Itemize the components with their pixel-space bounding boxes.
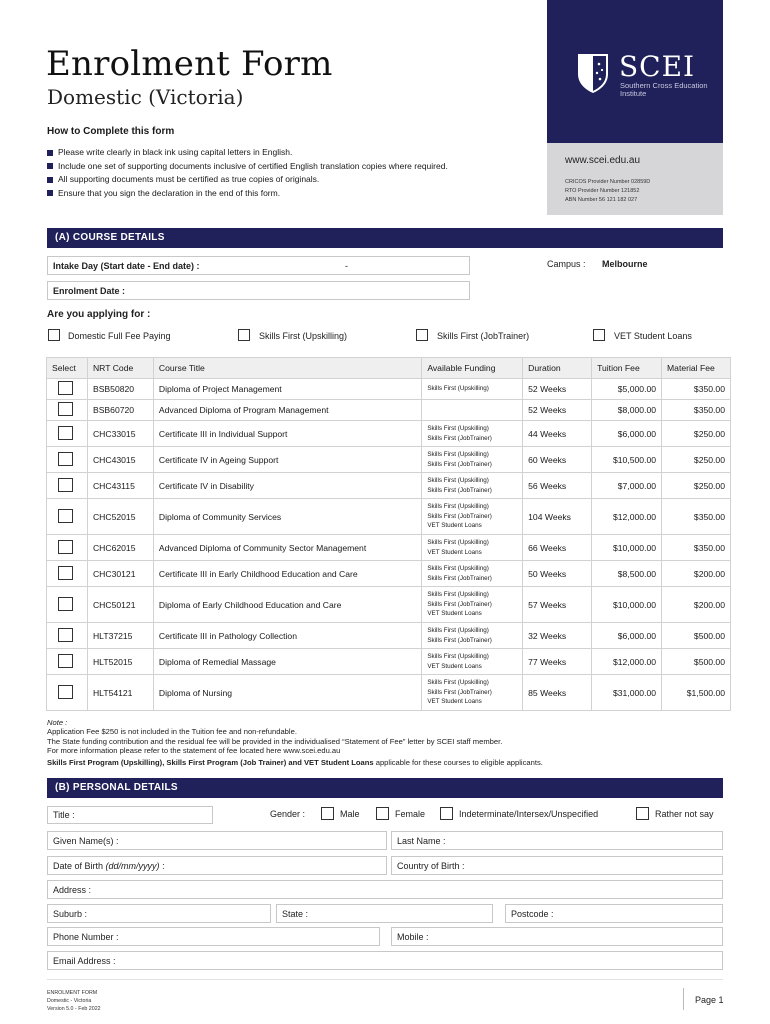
brand-tagline: Southern Cross Education Institute (620, 81, 708, 98)
nrt-code-cell: HLT52015 (87, 649, 153, 675)
skills-first-upskilling-label: Skills First (Upskilling) (259, 331, 348, 341)
course-title-cell: Certificate III in Pathology Collection (153, 623, 421, 649)
instruction-item: All supporting documents must be certified as true copies of originals. (47, 173, 457, 187)
page-subtitle: Domestic (Victoria) (47, 85, 244, 109)
brand-url[interactable]: www.scei.edu.au (565, 155, 641, 166)
funding-cell (422, 473, 523, 499)
material-fee-cell: $350.00 (662, 499, 731, 535)
course-title-cell: Certificate IV in Ageing Support (153, 447, 421, 473)
intake-day-field[interactable] (47, 256, 470, 275)
funding-option: VET Student Loans (427, 698, 482, 706)
course-table (46, 357, 731, 711)
funding-option: Skills First (JobTrainer) (427, 688, 492, 696)
duration-cell: 50 Weeks (523, 561, 592, 587)
duration-cell: 52 Weeks (523, 379, 592, 400)
nrt-code-cell: BSB50820 (87, 379, 153, 400)
funding-option: Skills First (Upskilling) (427, 385, 489, 393)
select-cell (47, 421, 88, 447)
postcode-field[interactable] (505, 904, 723, 923)
tuition-fee-cell: $12,000.00 (592, 499, 662, 535)
enrolment-date-label: Enrolment Date : (53, 285, 126, 296)
intake-date-separator: - (345, 260, 348, 271)
select-cell (47, 675, 88, 711)
instructions-heading: How to Complete this form (47, 126, 175, 137)
select-cell (47, 447, 88, 473)
table-row (47, 400, 731, 421)
material-fee-cell: $350.00 (662, 379, 731, 400)
dob-colon: : (162, 860, 165, 871)
enrolment-date-field[interactable] (47, 281, 470, 300)
select-cell (47, 535, 88, 561)
funding-option: VET Student Loans (427, 610, 482, 618)
footer-separator (683, 988, 684, 1010)
suburb-field[interactable] (47, 904, 271, 923)
funding-option: Skills First (Upskilling) (427, 503, 489, 511)
email-address-field[interactable] (47, 951, 723, 970)
select-cell (47, 379, 88, 400)
brand-header (547, 0, 723, 143)
funding-cell (422, 447, 523, 473)
material-fee-cell: $200.00 (662, 561, 731, 587)
address-field[interactable] (47, 880, 723, 899)
funding-cell (422, 649, 523, 675)
col-header-nrt-code: NRT Code (87, 358, 153, 379)
table-header-row (47, 358, 731, 379)
table-row (47, 649, 731, 675)
footer-line: Version 5.0 - Feb 2022 (47, 1006, 101, 1012)
funding-cell (422, 675, 523, 711)
given-name-field[interactable] (47, 831, 387, 850)
tuition-fee-cell: $6,000.00 (592, 421, 662, 447)
tuition-fee-cell: $12,000.00 (592, 649, 662, 675)
intake-day-label: Intake Day (Start date - End date) : (53, 260, 200, 271)
tuition-fee-cell: $8,500.00 (592, 561, 662, 587)
postcode-label: Postcode : (511, 908, 554, 919)
duration-cell: 60 Weeks (523, 447, 592, 473)
nrt-code-cell: CHC50121 (87, 587, 153, 623)
material-fee-cell: $350.00 (662, 400, 731, 421)
funding-eligibility-note (47, 758, 543, 767)
course-select-checkbox[interactable] (58, 566, 73, 580)
course-select-checkbox[interactable] (58, 654, 73, 668)
mobile-field[interactable] (391, 927, 723, 946)
funding-cell (422, 499, 523, 535)
funding-option: Skills First (Upskilling) (427, 653, 489, 660)
tuition-fee-cell: $6,000.00 (592, 623, 662, 649)
brand-name: SCEI (619, 50, 696, 83)
select-cell (47, 649, 88, 675)
funding-cell (422, 400, 523, 421)
last-name-field[interactable] (391, 831, 723, 850)
duration-cell: 52 Weeks (523, 400, 592, 421)
table-row (47, 623, 731, 649)
tuition-fee-cell: $5,000.00 (592, 379, 662, 400)
funding-option: Skills First (JobTrainer) (427, 460, 492, 468)
gender-male-label: Male (340, 809, 360, 819)
rto-number: RTO Provider Number 121852 (565, 188, 640, 194)
title-field[interactable] (47, 806, 213, 824)
applying-for-label: Are you applying for : (47, 309, 151, 320)
skills-first-jobtrainer-checkbox[interactable] (416, 329, 428, 341)
nrt-code-cell: HLT37215 (87, 623, 153, 649)
col-header-duration: Duration (523, 358, 592, 379)
phone-number-field[interactable] (47, 927, 380, 946)
nrt-code-cell: CHC30121 (87, 561, 153, 587)
tuition-fee-cell: $8,000.00 (592, 400, 662, 421)
instruction-item: Please write clearly in black ink using capital letters in English. (47, 146, 457, 160)
email-address-label: Email Address : (53, 955, 116, 966)
gender-male-checkbox[interactable] (321, 807, 334, 820)
course-details-header: (A) COURSE DETAILS (47, 228, 723, 248)
nrt-code-cell: CHC43115 (87, 473, 153, 499)
material-fee-cell: $500.00 (662, 649, 731, 675)
note-line: For more information please refer to the statement of fee located here www.scei.edu.au (47, 745, 341, 755)
address-label: Address : (53, 884, 92, 895)
duration-cell: 32 Weeks (523, 623, 592, 649)
funding-programs-rest: applicable for these courses to eligible applicants. (373, 758, 543, 767)
funding-option: VET Student Loans (427, 662, 482, 670)
vet-student-loans-label: VET Student Loans (614, 331, 692, 341)
course-select-checkbox[interactable] (58, 478, 73, 492)
funding-cell (422, 561, 523, 587)
note-line: Application Fee $250 is not included in the Tuition fee and non-refundable. (47, 727, 297, 737)
footer-divider (47, 979, 723, 980)
course-title-cell: Advanced Diploma of Community Sector Management (153, 535, 421, 561)
phone-number-label: Phone Number : (53, 931, 119, 942)
course-select-checkbox[interactable] (58, 540, 73, 554)
course-title-cell: Certificate III in Individual Support (153, 421, 421, 447)
course-select-checkbox[interactable] (58, 597, 73, 611)
course-title-cell: Diploma of Community Services (153, 499, 421, 535)
course-title-cell: Certificate III in Early Childhood Education and Care (153, 561, 421, 587)
course-select-checkbox[interactable] (58, 685, 73, 699)
funding-option: Skills First (Upskilling) (427, 451, 489, 458)
select-cell (47, 587, 88, 623)
material-fee-cell: $200.00 (662, 587, 731, 623)
vet-student-loans-checkbox[interactable] (593, 329, 605, 341)
instruction-item: Include one set of supporting documents inclusive of certified English translation copies where required. (47, 160, 457, 174)
cricos-number: CRICOS Provider Number 02859D (565, 179, 651, 185)
table-row (47, 473, 731, 499)
funding-cell (422, 421, 523, 447)
funding-option: Skills First (Upskilling) (427, 679, 489, 687)
tuition-fee-cell: $7,000.00 (592, 473, 662, 499)
course-title-cell: Diploma of Early Childhood Education and Care (153, 587, 421, 623)
course-select-checkbox[interactable] (58, 381, 73, 395)
brand-panel (547, 0, 723, 215)
state-field[interactable] (276, 904, 493, 923)
funding-option: Skills First (Upskilling) (427, 591, 489, 599)
table-row (47, 499, 731, 535)
skills-first-upskilling-checkbox[interactable] (238, 329, 250, 341)
nrt-code-cell: CHC62015 (87, 535, 153, 561)
duration-cell: 56 Weeks (523, 473, 592, 499)
course-select-checkbox[interactable] (58, 426, 73, 440)
state-label: State : (282, 908, 309, 919)
gender-rather-not-say-label: Rather not say (655, 809, 714, 819)
funding-option: Skills First (JobTrainer) (427, 636, 492, 644)
course-select-checkbox[interactable] (58, 452, 73, 466)
course-select-checkbox[interactable] (58, 402, 73, 416)
duration-cell: 104 Weeks (523, 499, 592, 535)
duration-cell: 57 Weeks (523, 587, 592, 623)
abn-number: ABN Number 56 121 182 027 (565, 197, 638, 203)
domestic-full-fee-label: Domestic Full Fee Paying (68, 331, 171, 341)
material-fee-cell: $250.00 (662, 421, 731, 447)
funding-option: Skills First (JobTrainer) (427, 574, 492, 582)
col-header-material-fee: Material Fee (662, 358, 731, 379)
material-fee-cell: $1,500.00 (662, 675, 731, 711)
gender-indeterminate-label: Indeterminate/Intersex/Unspecified (459, 809, 599, 819)
page-number: Page 1 (695, 995, 724, 1005)
country-of-birth-label: Country of Birth : (397, 860, 465, 871)
tuition-fee-cell: $31,000.00 (592, 675, 662, 711)
gender-rather-not-say-checkbox[interactable] (636, 807, 649, 820)
funding-option: VET Student Loans (427, 548, 482, 556)
funding-option: Skills First (JobTrainer) (427, 600, 492, 608)
table-row (47, 447, 731, 473)
note-heading: Note : (47, 718, 68, 727)
course-title-cell: Advanced Diploma of Program Management (153, 400, 421, 421)
funding-cell (422, 379, 523, 400)
gender-label: Gender : (270, 809, 306, 819)
tuition-fee-cell: $10,000.00 (592, 535, 662, 561)
gender-female-checkbox[interactable] (376, 807, 389, 820)
funding-option: Skills First (Upskilling) (427, 565, 489, 572)
material-fee-cell: $250.00 (662, 473, 731, 499)
funding-option: Skills First (Upskilling) (427, 477, 489, 484)
fee-notes (47, 718, 727, 755)
funding-option: Skills First (JobTrainer) (427, 486, 492, 494)
title-label: Title : (53, 810, 75, 820)
funding-option: Skills First (Upskilling) (427, 539, 489, 546)
nrt-code-cell: HLT54121 (87, 675, 153, 711)
footer-line: ENROLMENT FORM (47, 990, 98, 996)
course-select-checkbox[interactable] (58, 628, 73, 642)
duration-cell: 85 Weeks (523, 675, 592, 711)
domestic-full-fee-checkbox[interactable] (48, 329, 60, 341)
select-cell (47, 400, 88, 421)
dob-format-hint: (dd/mm/yyyy) (105, 860, 160, 871)
date-of-birth-field[interactable] (47, 856, 387, 875)
footer-line: Domestic - Victoria (47, 998, 92, 1004)
nrt-code-cell: BSB60720 (87, 400, 153, 421)
duration-cell: 77 Weeks (523, 649, 592, 675)
material-fee-cell: $250.00 (662, 447, 731, 473)
gender-female-label: Female (395, 809, 426, 819)
material-fee-cell: $350.00 (662, 535, 731, 561)
duration-cell: 44 Weeks (523, 421, 592, 447)
table-row (47, 535, 731, 561)
table-row (47, 587, 731, 623)
nrt-code-cell: CHC52015 (87, 499, 153, 535)
nrt-code-cell: CHC43015 (87, 447, 153, 473)
campus-label: Campus : (547, 259, 586, 269)
personal-details-header: (B) PERSONAL DETAILS (47, 778, 723, 798)
tuition-fee-cell: $10,500.00 (592, 447, 662, 473)
campus-value: Melbourne (602, 259, 648, 269)
page-title: Enrolment Form (46, 44, 333, 84)
tuition-fee-cell: $10,000.00 (592, 587, 662, 623)
suburb-label: Suburb : (53, 908, 88, 919)
funding-option: Skills First (JobTrainer) (427, 512, 492, 520)
table-row (47, 561, 731, 587)
last-name-label: Last Name : (397, 835, 446, 846)
col-header-select: Select (47, 358, 88, 379)
select-cell (47, 499, 88, 535)
country-of-birth-field[interactable] (391, 856, 723, 875)
col-header-tuition-fee: Tuition Fee (592, 358, 662, 379)
skills-first-jobtrainer-label: Skills First (JobTrainer) (437, 331, 530, 341)
dob-label: Date of Birth (53, 860, 104, 871)
funding-option: Skills First (Upskilling) (427, 627, 489, 634)
funding-cell (422, 587, 523, 623)
instruction-item: Ensure that you sign the declaration in the end of this form. (47, 187, 457, 201)
funding-programs-bold: Skills First Program (Upskilling), Skills First Program (Job Trainer) and VET Student Loans (47, 758, 374, 767)
course-title-cell: Diploma of Project Management (153, 379, 421, 400)
table-row (47, 421, 731, 447)
course-title-cell: Certificate IV in Disability (153, 473, 421, 499)
given-name-label: Given Name(s) : (53, 835, 119, 846)
duration-cell: 66 Weeks (523, 535, 592, 561)
course-select-checkbox[interactable] (58, 509, 73, 523)
gender-indeterminate-checkbox[interactable] (440, 807, 453, 820)
table-row (47, 379, 731, 400)
select-cell (47, 623, 88, 649)
footer-form-info (47, 989, 101, 1013)
shield-logo-icon (576, 52, 610, 94)
select-cell (47, 473, 88, 499)
instructions-list (47, 146, 457, 200)
funding-option: VET Student Loans (427, 522, 482, 530)
funding-cell (422, 623, 523, 649)
note-line: The State funding contribution and the residual fee will be provided in the individualised “Statement of Fee” letter by SCEI staff member. (47, 736, 503, 746)
col-header-funding: Available Funding (422, 358, 523, 379)
col-header-course-title: Course Title (153, 358, 421, 379)
table-row (47, 675, 731, 711)
course-title-cell: Diploma of Nursing (153, 675, 421, 711)
nrt-code-cell: CHC33015 (87, 421, 153, 447)
funding-option: Skills First (Upskilling) (427, 425, 489, 432)
course-title-cell: Diploma of Remedial Massage (153, 649, 421, 675)
select-cell (47, 561, 88, 587)
material-fee-cell: $500.00 (662, 623, 731, 649)
funding-option: Skills First (JobTrainer) (427, 434, 492, 442)
funding-cell (422, 535, 523, 561)
mobile-label: Mobile : (397, 931, 429, 942)
